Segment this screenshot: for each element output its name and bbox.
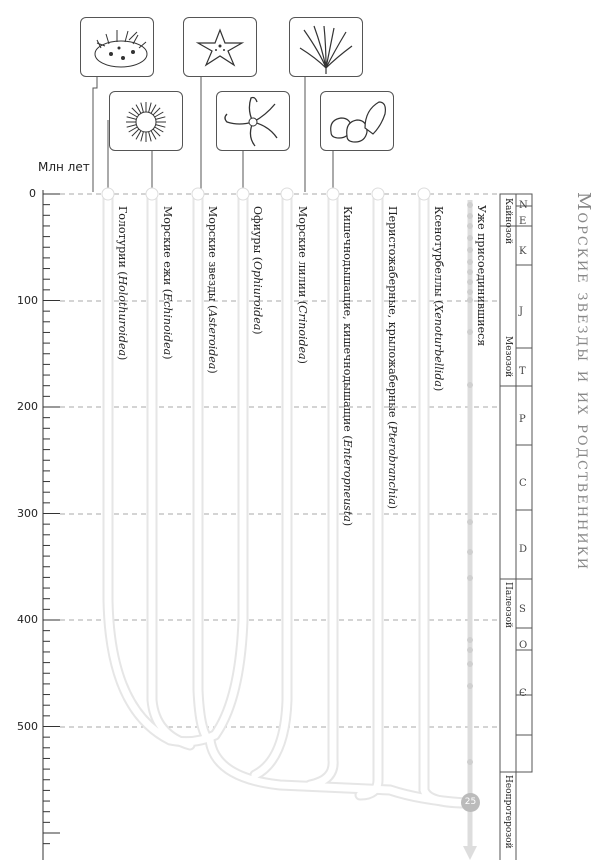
period-label: C <box>519 478 527 489</box>
lineage-label <box>206 206 218 374</box>
period-label: J <box>519 306 524 317</box>
sea-cucumber-box <box>80 17 154 77</box>
paren: ) <box>116 356 129 361</box>
paren: ) <box>161 355 174 360</box>
paren: ) <box>386 504 399 510</box>
trunk-dot <box>467 575 473 581</box>
urchin-spine <box>153 129 160 136</box>
trunk-dot <box>467 223 473 229</box>
urchin-spine <box>141 132 144 142</box>
urchin-spine <box>136 131 141 140</box>
y-tick-label: 500 <box>17 720 38 733</box>
trunk-dot <box>467 269 473 275</box>
urchin-spine <box>127 125 137 128</box>
trunk-dot <box>467 202 473 208</box>
urchin-spine <box>127 117 137 120</box>
trunk-dot <box>467 279 473 285</box>
lineage-name: Ксенотурбеллы <box>432 206 445 297</box>
y-tick-label: 0 <box>29 187 36 200</box>
minor-ticks <box>43 194 60 844</box>
lineage-latin: Crinoidea <box>296 305 309 360</box>
node-number-badge: 25 <box>461 793 480 812</box>
paren: ( <box>251 253 264 262</box>
y-tick-label: 100 <box>17 294 38 307</box>
urchin-spine <box>153 108 160 115</box>
urchin-spine <box>156 125 166 128</box>
geologic-scale <box>500 194 532 860</box>
trunk-arrow <box>463 846 477 860</box>
lineage-name: Голотурии <box>116 206 129 268</box>
period-label: S <box>519 604 526 615</box>
tip-dots <box>102 188 430 200</box>
lineage-latin: Pterobranchia <box>386 425 399 505</box>
paren: ) <box>206 369 219 374</box>
lineage-name: Кишечнодышащие, кишечнодышащие <box>341 206 354 432</box>
trunk-dot <box>467 661 473 667</box>
starfish-icon <box>184 18 256 76</box>
period-label: N <box>519 200 528 211</box>
y-tick-label: 400 <box>17 613 38 626</box>
urchin-spine <box>132 108 139 115</box>
lineage-label <box>432 206 444 391</box>
urchin-spine <box>156 117 166 120</box>
trunk-dot <box>467 235 473 241</box>
side-title: Морские звезды и их родственники <box>573 192 594 572</box>
era-label: Кайнозой <box>503 198 513 245</box>
y-tick-label: 200 <box>17 400 38 413</box>
period-label: O <box>519 640 528 651</box>
urchin-spine <box>129 127 138 132</box>
period-label: K <box>519 246 527 257</box>
sea-urchin-box <box>109 91 183 151</box>
paren: ( <box>341 431 354 440</box>
paren: ( <box>116 267 129 276</box>
lineage-name: Офиуры <box>251 206 264 254</box>
trunk-dot <box>467 259 473 265</box>
paren: ) <box>296 359 309 364</box>
period-label: Є <box>519 688 527 699</box>
acorn-worm-box <box>320 91 394 151</box>
paren: ( <box>161 285 174 294</box>
starfish-box <box>183 17 257 77</box>
paren: ) <box>341 521 354 527</box>
brittle-star-icon <box>217 92 289 150</box>
trunk-dot <box>467 297 473 303</box>
lineage-label <box>116 206 128 360</box>
lineage-label <box>251 206 263 335</box>
paren: ( <box>432 296 445 305</box>
paren: ) <box>432 386 445 392</box>
paren: ( <box>296 297 309 306</box>
era-label: Неопротерозой <box>503 775 513 849</box>
trunk-dot <box>467 213 473 219</box>
trunk-dot <box>467 549 473 555</box>
urchin-spine <box>149 132 152 142</box>
trunk-dot <box>467 519 473 525</box>
urchin-spine <box>151 105 156 114</box>
sea-lily-icon <box>290 18 362 76</box>
trunk-dot <box>467 289 473 295</box>
trunk-dot <box>467 329 473 335</box>
urchin-spine <box>151 131 156 140</box>
lineage-name: Морские ежи <box>161 206 174 286</box>
lineage-latin: Xenoturbellida <box>432 304 445 387</box>
trunk-dot <box>467 247 473 253</box>
trunk-dot <box>467 683 473 689</box>
sea-cucumber-icon <box>81 18 153 76</box>
urchin-spine <box>155 127 164 132</box>
trunk-dot <box>467 637 473 643</box>
sea-lily-box <box>289 17 363 77</box>
period-label: T <box>519 366 526 377</box>
urchin-spine <box>132 129 139 136</box>
lineage-name: Перистожаберные, крыложаберные <box>386 206 399 418</box>
lineage-label <box>296 206 308 364</box>
y-tick-label: 300 <box>17 507 38 520</box>
lineage-label <box>341 206 353 526</box>
acorn-worm-icon <box>321 92 393 150</box>
lineage-label <box>161 206 173 360</box>
already-joined-label: Уже присоединившиеся <box>475 205 488 347</box>
era-label: Палеозой <box>503 582 513 629</box>
lineage-label <box>386 206 398 509</box>
brittle-star-box <box>216 91 290 151</box>
period-label: E <box>519 216 527 227</box>
urchin-spine <box>129 112 138 117</box>
urchin-spine <box>141 103 144 113</box>
lineage-name: Морские лилии <box>296 206 309 298</box>
urchin-spine <box>155 112 164 117</box>
period-label: D <box>519 544 528 555</box>
lineage-latin: Holothuroidea <box>116 275 129 357</box>
lineage-name: Морские звезды <box>206 206 219 302</box>
paren: ( <box>206 301 219 310</box>
period-label: P <box>519 414 526 425</box>
urchin-spine <box>136 105 141 114</box>
lineage-latin: Asteroidea <box>206 309 219 370</box>
lineage-latin: Echinoidea <box>161 293 174 356</box>
trunk-dot <box>467 647 473 653</box>
trunk-dot <box>467 759 473 765</box>
paren: ) <box>251 330 264 335</box>
paren: ( <box>386 417 399 426</box>
era-label: Мезозой <box>503 336 513 378</box>
lineage-latin: Ophiuroidea <box>251 261 264 331</box>
sea-urchin-icon <box>110 92 182 150</box>
y-axis-title: Млн лет <box>38 160 90 174</box>
urchin-spine <box>149 103 152 113</box>
trunk-dot <box>467 382 473 388</box>
lineage-latin: Enteropneusta <box>341 439 354 522</box>
